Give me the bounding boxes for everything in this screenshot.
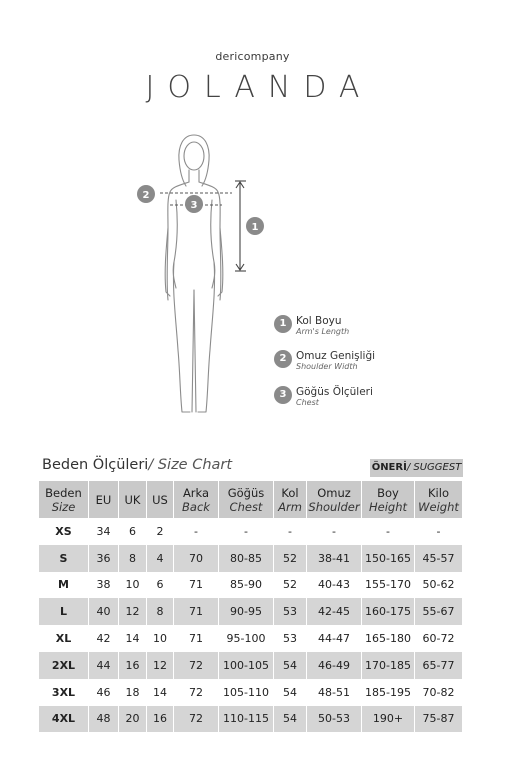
- table-cell: 105-110: [219, 679, 274, 706]
- column-header: [219, 481, 274, 518]
- legend-label-tr: Omuz Genişliği: [296, 350, 376, 362]
- table-cell: 65-77: [415, 652, 463, 679]
- table-cell: 52: [274, 572, 307, 599]
- table-cell: 36: [89, 545, 119, 572]
- column-header-en: Height: [368, 499, 407, 514]
- table-cell: 160-175: [362, 598, 415, 625]
- column-header-tr: Kol: [281, 485, 299, 500]
- table-row: [39, 706, 463, 733]
- column-header-en: Size: [51, 499, 76, 514]
- table-cell: 54: [274, 679, 307, 706]
- table-cell: 53: [274, 598, 307, 625]
- table-cell: 155-170: [362, 572, 415, 599]
- table-cell: 72: [174, 706, 219, 733]
- column-header-tr: Kilo: [428, 485, 449, 500]
- size-cell: XL: [39, 625, 89, 652]
- table-cell: 6: [119, 518, 147, 545]
- table-cell: 90-95: [219, 598, 274, 625]
- brand-name: dericompany: [215, 50, 290, 63]
- column-header-en: Chest: [229, 499, 263, 514]
- column-header: [39, 481, 89, 518]
- table-cell: 40: [89, 598, 119, 625]
- table-cell: 42: [89, 625, 119, 652]
- table-row: [39, 625, 463, 652]
- column-header: [307, 481, 362, 518]
- table-cell: 60-72: [415, 625, 463, 652]
- table-cell: 54: [274, 652, 307, 679]
- heading-tr: Beden Ölçüleri: [42, 457, 149, 473]
- table-cell: -: [219, 518, 274, 545]
- table-cell: -: [415, 518, 463, 545]
- column-header: [362, 481, 415, 518]
- table-cell: 70: [174, 545, 219, 572]
- table-row: [39, 598, 463, 625]
- table-row: [39, 545, 463, 572]
- table-cell: 48-51: [307, 679, 362, 706]
- table-cell: 38: [89, 572, 119, 599]
- size-cell: M: [39, 572, 89, 599]
- product-title: JOLANDA: [145, 70, 373, 105]
- marker-1-label: 1: [251, 222, 259, 233]
- column-header-en: Back: [182, 499, 210, 514]
- table-row: [39, 652, 463, 679]
- table-cell: 42-45: [307, 598, 362, 625]
- marker-2-label: 2: [142, 190, 150, 201]
- table-cell: 48: [89, 706, 119, 733]
- suggest-badge: [370, 459, 463, 477]
- size-cell: XS: [39, 518, 89, 545]
- table-cell: 165-180: [362, 625, 415, 652]
- table-cell: 85-90: [219, 572, 274, 599]
- size-cell: 3XL: [39, 679, 89, 706]
- column-header: [89, 481, 119, 518]
- table-cell: 14: [119, 625, 147, 652]
- table-cell: 16: [119, 652, 147, 679]
- table-cell: 72: [174, 652, 219, 679]
- table-cell: 185-195: [362, 679, 415, 706]
- table-cell: 55-67: [415, 598, 463, 625]
- heading-en: / Size Chart: [148, 457, 233, 473]
- table-header-row: [39, 481, 463, 518]
- table-cell: 46-49: [307, 652, 362, 679]
- table-cell: 10: [147, 625, 174, 652]
- table-cell: 6: [147, 572, 174, 599]
- table-cell: 53: [274, 625, 307, 652]
- column-header-tr: Omuz: [317, 485, 351, 500]
- legend-label-tr: Göğüs Ölçüleri: [296, 386, 373, 398]
- table-cell: 2: [147, 518, 174, 545]
- marker-3-label: 3: [190, 200, 198, 211]
- table-cell: 110-115: [219, 706, 274, 733]
- table-cell: 8: [147, 598, 174, 625]
- suggest-en: / SUGGEST: [406, 462, 462, 473]
- table-cell: 34: [89, 518, 119, 545]
- marker-shoulder-icon: [137, 185, 155, 203]
- table-cell: -: [307, 518, 362, 545]
- legend-label-en: Shoulder Width: [296, 362, 358, 371]
- table-cell: 71: [174, 598, 219, 625]
- table-cell: 54: [274, 706, 307, 733]
- table-cell: 14: [147, 679, 174, 706]
- table-cell: 95-100: [219, 625, 274, 652]
- column-header-tr: Beden: [45, 485, 82, 500]
- column-header: [174, 481, 219, 518]
- size-chart-heading: [42, 457, 232, 473]
- legend-number: 2: [274, 350, 292, 368]
- table-cell: 44-47: [307, 625, 362, 652]
- table-cell: 8: [119, 545, 147, 572]
- table-cell: 10: [119, 572, 147, 599]
- table-cell: 46: [89, 679, 119, 706]
- column-header: [119, 481, 147, 518]
- table-cell: -: [362, 518, 415, 545]
- table-row: [39, 679, 463, 706]
- size-cell: 2XL: [39, 652, 89, 679]
- suggest-tr: ÖNERİ: [371, 462, 407, 473]
- table-cell: 12: [119, 598, 147, 625]
- column-header-en: Arm: [278, 499, 302, 514]
- size-cell: S: [39, 545, 89, 572]
- table-row: [39, 518, 463, 545]
- legend-label-en: Arm's Length: [296, 327, 350, 336]
- table-cell: 38-41: [307, 545, 362, 572]
- table-cell: 52: [274, 545, 307, 572]
- column-header-tr: UK: [124, 492, 141, 507]
- column-header-tr: Boy: [377, 485, 399, 500]
- table-cell: 50-53: [307, 706, 362, 733]
- table-cell: 50-62: [415, 572, 463, 599]
- table-cell: 12: [147, 652, 174, 679]
- marker-arm-icon: [246, 217, 264, 235]
- size-cell: L: [39, 598, 89, 625]
- table-cell: 44: [89, 652, 119, 679]
- size-cell: 4XL: [39, 706, 89, 733]
- table-cell: -: [174, 518, 219, 545]
- legend-number: 1: [274, 315, 292, 333]
- table-cell: 70-82: [415, 679, 463, 706]
- column-header-en: Weight: [418, 499, 459, 514]
- size-chart-table: [39, 481, 463, 732]
- table-cell: 45-57: [415, 545, 463, 572]
- table-cell: 80-85: [219, 545, 274, 572]
- table-cell: 20: [119, 706, 147, 733]
- table-cell: 150-165: [362, 545, 415, 572]
- table-row: [39, 572, 463, 599]
- column-header: [147, 481, 174, 518]
- column-header-tr: EU: [95, 492, 112, 507]
- table-cell: -: [274, 518, 307, 545]
- table-cell: 18: [119, 679, 147, 706]
- column-header-tr: US: [152, 492, 168, 507]
- table-cell: 71: [174, 625, 219, 652]
- legend-label-en: Chest: [296, 398, 319, 407]
- legend-label-tr: Kol Boyu: [296, 315, 342, 327]
- table-cell: 71: [174, 572, 219, 599]
- legend-number: 3: [274, 386, 292, 404]
- table-cell: 170-185: [362, 652, 415, 679]
- column-header: [274, 481, 307, 518]
- column-header-tr: Göğüs: [227, 485, 265, 500]
- table-cell: 75-87: [415, 706, 463, 733]
- table-cell: 100-105: [219, 652, 274, 679]
- table-cell: 16: [147, 706, 174, 733]
- table-cell: 190+: [362, 706, 415, 733]
- table-cell: 4: [147, 545, 174, 572]
- column-header-tr: Arka: [182, 485, 210, 500]
- marker-chest-icon: [185, 195, 203, 213]
- table-cell: 72: [174, 679, 219, 706]
- table-cell: 40-43: [307, 572, 362, 599]
- column-header: [415, 481, 463, 518]
- column-header-en: Shoulder: [308, 499, 360, 514]
